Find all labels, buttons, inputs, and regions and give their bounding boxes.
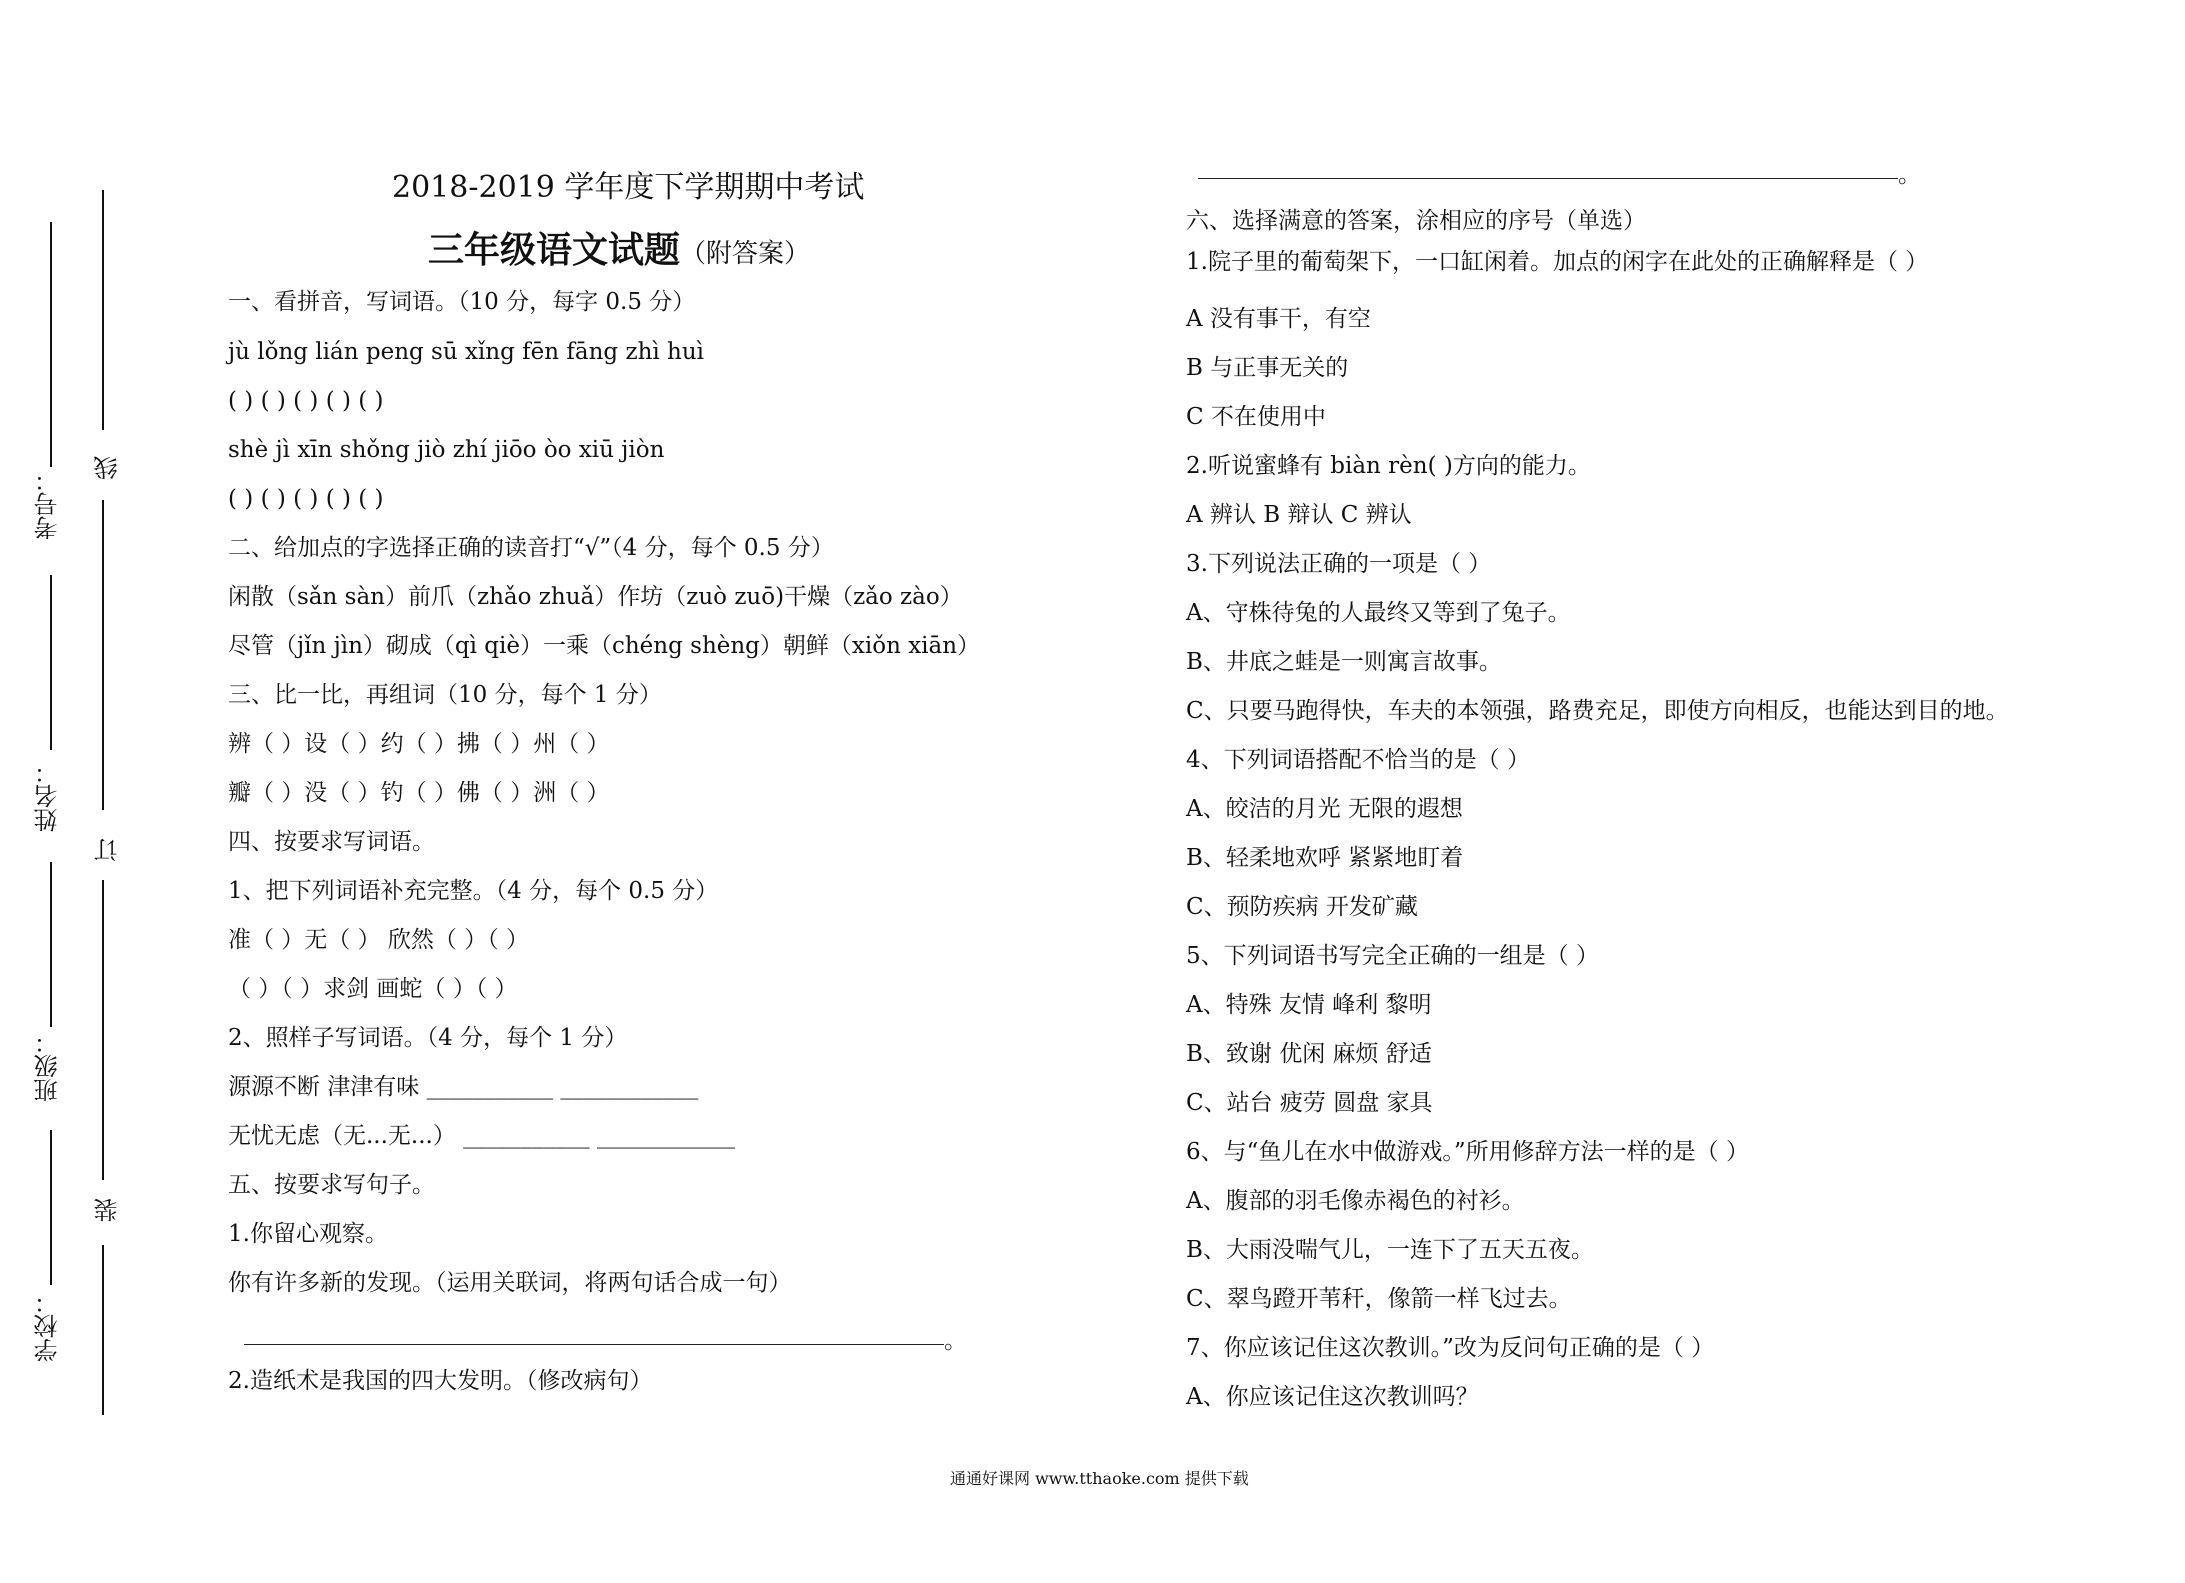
cut-line-mid1 — [102, 500, 104, 810]
q4-2-heading: 2、照样子写词语。（4 分，每个 1 分） — [228, 1025, 628, 1051]
q6-5-text: 5、下列词语书写完全正确的一组是（ ） — [1186, 943, 1599, 969]
q4-2-row1: 源源不断 津津有味 ___________ ____________ — [228, 1074, 699, 1100]
q6-4-option-b: B、轻柔地欢呼 紧紧地盯着 — [1186, 845, 1464, 871]
q1-blank-row1: ( ) ( ) ( ) ( ) ( ) — [228, 388, 384, 414]
q6-4-option-c: C、预防疾病 开发矿藏 — [1186, 894, 1418, 920]
subject-title: 三年级语文试题 — [428, 229, 681, 271]
cut-line-mid2 — [102, 880, 104, 1180]
zhuang-mark: 装 — [94, 1198, 122, 1222]
banji-line — [50, 862, 52, 1027]
q5-1-instruction: 你有许多新的发现。（运用关联词，将两句话合成一句） — [228, 1270, 792, 1296]
q6-6-option-c: C、翠鸟蹬开苇秆，像箭一样飞过去。 — [1186, 1286, 1572, 1312]
kaohao-label: 考号： — [34, 468, 62, 540]
q6-1-option-a: A 没有事干，有空 — [1186, 306, 1371, 332]
q5-2-text: 2.造纸术是我国的四大发明。（修改病句） — [228, 1368, 653, 1394]
q4-1-heading: 1、把下列词语补充完整。（4 分，每个 0.5 分） — [228, 878, 719, 904]
q4-1-row1: 准（ ）无（ ） 欣然（ ）（ ） — [228, 927, 530, 953]
q1-blank-row2: ( ) ( ) ( ) ( ) ( ) — [228, 486, 384, 512]
q5-1-text: 1.你留心观察。 — [228, 1221, 388, 1247]
q6-4-text: 4、下列词语搭配不恰当的是（ ） — [1186, 747, 1530, 773]
q6-3-text: 3.下列说法正确的一项是（ ） — [1186, 551, 1492, 577]
exam-subtitle — [428, 222, 810, 273]
q6-5-option-b: B、致谢 优闲 麻烦 舒适 — [1186, 1041, 1432, 1067]
q6-3-option-c: C、只要马跑得快，车夫的本领强，路费充足，即使方向相反，也能达到目的地。 — [1186, 698, 2009, 724]
q5-1-answer-line — [244, 1344, 944, 1345]
q6-5-option-a: A、特殊 友情 峰利 黎明 — [1186, 992, 1432, 1018]
ding-mark: 订 — [94, 838, 122, 862]
q6-2-text: 2.听说蜜蜂有 biàn rèn( )方向的能力。 — [1186, 453, 1591, 479]
banji-label: 班级： — [34, 1030, 62, 1102]
q2-row2: 尽管（jǐn jìn）砌成（qì qiè）一乘（chéng shèng）朝鲜（xiǒn xiān） — [228, 633, 981, 659]
cut-line-bottom — [102, 1245, 104, 1415]
q6-3-option-a: A、守株待兔的人最终又等到了兔子。 — [1186, 600, 1571, 626]
xuexiao-line — [50, 1130, 52, 1285]
q6-4-option-a: A、皎洁的月光 无限的遐想 — [1186, 796, 1463, 822]
q6-6-option-b: B、大雨没喘气儿，一连下了五天五夜。 — [1186, 1237, 1594, 1263]
answer-note: （附答案） — [680, 239, 811, 269]
exam-title: 2018-2019 学年度下学期期中考试 — [392, 170, 865, 205]
kaohao-line — [50, 222, 52, 467]
q6-1-option-c: C 不在使用中 — [1186, 404, 1326, 430]
q3-heading: 三、比一比，再组词（10 分，每个 1 分） — [228, 682, 662, 708]
q6-heading: 六、选择满意的答案，涂相应的序号（单选） — [1186, 208, 1646, 234]
q1-pinyin-row1: jù lǒng lián peng sū xǐng fēn fāng zhì huì — [228, 339, 705, 365]
q6-6-option-a: A、腹部的羽毛像赤褐色的衬衫。 — [1186, 1188, 1525, 1214]
q5-2-period: 。 — [1898, 162, 1921, 188]
xingming-label: 姓名： — [34, 760, 62, 832]
q4-2-row2: 无忧无虑（无...无...） ___________ ____________ — [228, 1123, 735, 1149]
q1-pinyin-row2: shè jì xīn shǒng jiò zhí jiōo òo xiū jiòn — [228, 437, 665, 463]
xuexiao-label: 学校： — [34, 1290, 62, 1362]
q6-5-option-c: C、站台 疲劳 圆盘 家具 — [1186, 1090, 1433, 1116]
q6-2-options: A 辨认 B 辩认 C 辨认 — [1186, 502, 1412, 528]
q4-heading: 四、按要求写词语。 — [228, 829, 435, 855]
q5-2-answer-line — [1198, 178, 1898, 179]
q6-3-option-b: B、井底之蛙是一则寓言故事。 — [1186, 649, 1502, 675]
q6-6-text: 6、与“鱼儿在水中做游戏。”所用修辞方法一样的是（ ） — [1186, 1139, 1749, 1165]
xingming-line — [50, 575, 52, 750]
q4-1-row2: （ ）（ ）求剑 画蛇（ ）（ ） — [228, 976, 518, 1002]
q2-heading: 二、给加点的字选择正确的读音打“√”（4 分，每个 0.5 分） — [228, 535, 834, 561]
q5-heading: 五、按要求写句子。 — [228, 1172, 435, 1198]
q6-1-option-b: B 与正事无关的 — [1186, 355, 1349, 381]
q1-heading: 一、看拼音，写词语。（10 分，每字 0.5 分） — [228, 289, 696, 315]
q3-row1: 辨（ ）设（ ）约（ ）拂（ ）州（ ） — [228, 731, 610, 757]
q6-7-text: 7、你应该记住这次教训。”改为反问句正确的是（ ） — [1186, 1335, 1715, 1361]
q2-row1: 闲散（sǎn sàn）前爪（zhǎo zhuǎ）作坊（zuò zuō)干燥（zǎo zào） — [228, 584, 963, 610]
q6-1-text: 1.院子里的葡萄架下，一口缸闲着。加点的闲字在此处的正确解释是（ ） — [1186, 249, 1929, 275]
q5-1-period: 。 — [944, 1328, 967, 1354]
xian-mark: 线 — [94, 456, 122, 480]
q6-7-option-a: A、你应该记住这次教训吗？ — [1186, 1384, 1479, 1410]
q3-row2: 瓣（ ）没（ ）钓（ ）佛（ ）洲（ ） — [228, 780, 610, 806]
page-footer: 通通好课网 www.tthaoke.com 提供下载 — [950, 1469, 1249, 1488]
cut-line-top — [102, 190, 104, 430]
